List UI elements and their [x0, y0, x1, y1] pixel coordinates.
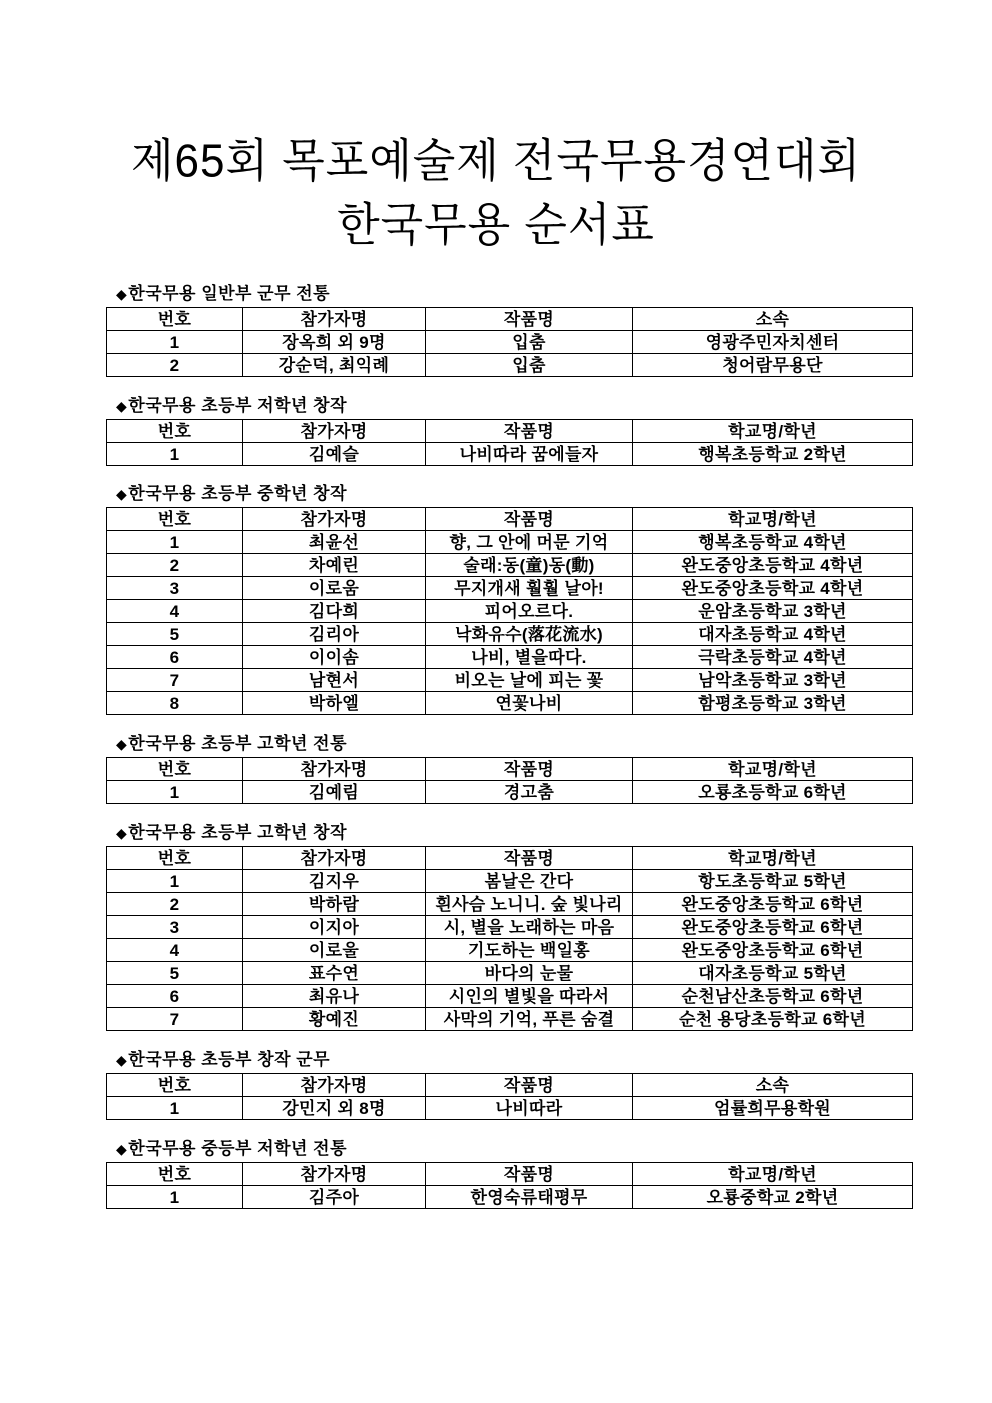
cell-work-title: 시인의 별빛을 따라서 — [426, 985, 633, 1008]
schedule-table — [106, 1073, 913, 1120]
cell-number: 4 — [107, 939, 243, 962]
cell-work-title: 기도하는 백일홍 — [426, 939, 633, 962]
column-header-affiliation: 학교명/학년 — [633, 1163, 913, 1186]
cell-participant: 김다희 — [243, 600, 426, 623]
section-heading — [116, 1139, 347, 1159]
cell-work-title: 비오는 날에 피는 꽃 — [426, 669, 633, 692]
cell-work-title: 경고춤 — [426, 781, 633, 804]
cell-number: 7 — [107, 1008, 243, 1031]
table-row — [107, 600, 913, 623]
cell-participant: 최유나 — [243, 985, 426, 1008]
table-row — [107, 331, 913, 354]
section-heading-text: 한국무용 초등부 창작 군무 — [128, 1050, 331, 1069]
schedule-section — [106, 1139, 912, 1209]
schedule-section — [106, 396, 912, 466]
table-row — [107, 354, 913, 377]
cell-number: 8 — [107, 692, 243, 715]
table-row — [107, 623, 913, 646]
column-header-participant: 참가자명 — [243, 847, 426, 870]
column-header-participant: 참가자명 — [243, 1163, 426, 1186]
cell-participant: 황예진 — [243, 1008, 426, 1031]
column-header-participant: 참가자명 — [243, 508, 426, 531]
table-row — [107, 916, 913, 939]
section-heading — [116, 823, 347, 843]
column-header-work-title: 작품명 — [426, 847, 633, 870]
cell-affiliation: 행복초등학교 4학년 — [633, 531, 913, 554]
cell-work-title: 나비따라 꿈에들자 — [426, 443, 633, 466]
section-heading — [116, 396, 347, 416]
column-header-number: 번호 — [107, 1074, 243, 1097]
column-header-work-title: 작품명 — [426, 1163, 633, 1186]
cell-affiliation: 완도중앙초등학교 6학년 — [633, 893, 913, 916]
cell-affiliation: 청어람무용단 — [633, 354, 913, 377]
cell-participant: 김리아 — [243, 623, 426, 646]
section-heading — [116, 284, 330, 304]
cell-participant: 장옥희 외 9명 — [243, 331, 426, 354]
cell-number: 4 — [107, 600, 243, 623]
cell-number: 1 — [107, 1186, 243, 1209]
section-heading-text: 한국무용 일반부 군무 전통 — [128, 284, 331, 303]
cell-number: 2 — [107, 893, 243, 916]
table-row — [107, 531, 913, 554]
cell-affiliation: 순천남산초등학교 6학년 — [633, 985, 913, 1008]
table-row — [107, 1097, 913, 1120]
cell-work-title: 봄날은 간다 — [426, 870, 633, 893]
column-header-work-title: 작품명 — [426, 1074, 633, 1097]
document-title: 제65회 목포예술제 전국무용경연대회 — [131, 135, 861, 188]
schedule-section — [106, 823, 912, 1031]
cell-work-title: 입춤 — [426, 331, 633, 354]
cell-participant: 남현서 — [243, 669, 426, 692]
cell-affiliation: 운암초등학교 3학년 — [633, 600, 913, 623]
cell-affiliation: 완도중앙초등학교 6학년 — [633, 939, 913, 962]
cell-participant: 표수연 — [243, 962, 426, 985]
cell-affiliation: 남악초등학교 3학년 — [633, 669, 913, 692]
cell-affiliation: 대자초등학교 5학년 — [633, 962, 913, 985]
schedule-section — [106, 284, 912, 377]
cell-work-title: 사막의 기억, 푸른 숨결 — [426, 1008, 633, 1031]
cell-number: 6 — [107, 646, 243, 669]
schedule-table — [106, 757, 913, 804]
diamond-bullet-icon: ◆ — [116, 1141, 128, 1157]
cell-number: 3 — [107, 577, 243, 600]
cell-affiliation: 오룡초등학교 6학년 — [633, 781, 913, 804]
cell-participant: 강순덕, 최익례 — [243, 354, 426, 377]
cell-affiliation: 오룡중학교 2학년 — [633, 1186, 913, 1209]
cell-number: 1 — [107, 1097, 243, 1120]
cell-work-title: 향, 그 안에 머문 기억 — [426, 531, 633, 554]
table-row — [107, 646, 913, 669]
cell-participant: 김예슬 — [243, 443, 426, 466]
cell-work-title: 나비따라 — [426, 1097, 633, 1120]
cell-number: 1 — [107, 531, 243, 554]
section-heading — [116, 734, 347, 754]
section-heading-text: 한국무용 초등부 고학년 창작 — [128, 823, 348, 842]
table-header-row — [107, 847, 913, 870]
table-header-row — [107, 1074, 913, 1097]
column-header-number: 번호 — [107, 1163, 243, 1186]
diamond-bullet-icon: ◆ — [116, 736, 128, 752]
cell-affiliation: 항도초등학교 5학년 — [633, 870, 913, 893]
schedule-table — [106, 419, 913, 466]
section-heading-text: 한국무용 중등부 저학년 전통 — [128, 1139, 348, 1158]
cell-work-title: 연꽃나비 — [426, 692, 633, 715]
schedule-section — [106, 484, 912, 715]
column-header-affiliation: 학교명/학년 — [633, 847, 913, 870]
section-heading-text: 한국무용 초등부 저학년 창작 — [128, 396, 348, 415]
column-header-participant: 참가자명 — [243, 1074, 426, 1097]
diamond-bullet-icon: ◆ — [116, 398, 128, 414]
cell-number: 5 — [107, 962, 243, 985]
cell-number: 6 — [107, 985, 243, 1008]
cell-affiliation: 행복초등학교 2학년 — [633, 443, 913, 466]
column-header-affiliation: 소속 — [633, 1074, 913, 1097]
cell-participant: 이로움 — [243, 577, 426, 600]
section-heading-text: 한국무용 초등부 중학년 창작 — [128, 484, 348, 503]
cell-number: 3 — [107, 916, 243, 939]
cell-participant: 차예린 — [243, 554, 426, 577]
cell-number: 2 — [107, 354, 243, 377]
table-header-row — [107, 508, 913, 531]
table-row — [107, 962, 913, 985]
schedule-table — [106, 307, 913, 377]
cell-number: 1 — [107, 870, 243, 893]
column-header-number: 번호 — [107, 508, 243, 531]
cell-participant: 박하엘 — [243, 692, 426, 715]
cell-number: 2 — [107, 554, 243, 577]
table-row — [107, 692, 913, 715]
cell-affiliation: 영광주민자치센터 — [633, 331, 913, 354]
table-row — [107, 1186, 913, 1209]
table-header-row — [107, 308, 913, 331]
cell-affiliation: 엄률희무용학원 — [633, 1097, 913, 1120]
table-row — [107, 554, 913, 577]
cell-affiliation: 완도중앙초등학교 4학년 — [633, 577, 913, 600]
table-row — [107, 669, 913, 692]
cell-affiliation: 완도중앙초등학교 4학년 — [633, 554, 913, 577]
cell-participant: 최윤선 — [243, 531, 426, 554]
table-row — [107, 939, 913, 962]
column-header-number: 번호 — [107, 308, 243, 331]
column-header-affiliation: 소속 — [633, 308, 913, 331]
document-subtitle: 한국무용 순서표 — [337, 199, 655, 252]
schedule-section — [106, 734, 912, 804]
cell-work-title: 낙화유수(落花流水) — [426, 623, 633, 646]
cell-affiliation: 대자초등학교 4학년 — [633, 623, 913, 646]
column-header-participant: 참가자명 — [243, 308, 426, 331]
column-header-number: 번호 — [107, 847, 243, 870]
cell-participant: 김지우 — [243, 870, 426, 893]
cell-participant: 김주아 — [243, 1186, 426, 1209]
cell-number: 1 — [107, 331, 243, 354]
table-row — [107, 1008, 913, 1031]
diamond-bullet-icon: ◆ — [116, 1052, 128, 1068]
section-heading — [116, 484, 347, 504]
cell-affiliation: 극락초등학교 4학년 — [633, 646, 913, 669]
table-row — [107, 781, 913, 804]
column-header-work-title: 작품명 — [426, 420, 633, 443]
column-header-work-title: 작품명 — [426, 758, 633, 781]
table-row — [107, 443, 913, 466]
cell-affiliation: 완도중앙초등학교 6학년 — [633, 916, 913, 939]
cell-participant: 김예림 — [243, 781, 426, 804]
column-header-work-title: 작품명 — [426, 508, 633, 531]
cell-participant: 박하람 — [243, 893, 426, 916]
table-row — [107, 893, 913, 916]
cell-number: 1 — [107, 781, 243, 804]
table-row — [107, 577, 913, 600]
cell-participant: 이로울 — [243, 939, 426, 962]
schedule-table — [106, 846, 913, 1031]
cell-work-title: 무지개새 훨훨 날아! — [426, 577, 633, 600]
schedule-table — [106, 1162, 913, 1209]
cell-work-title: 한영숙류태평무 — [426, 1186, 633, 1209]
cell-participant: 이지아 — [243, 916, 426, 939]
cell-work-title: 입춤 — [426, 354, 633, 377]
cell-participant: 이이솜 — [243, 646, 426, 669]
cell-work-title: 술래:동(童)동(動) — [426, 554, 633, 577]
diamond-bullet-icon: ◆ — [116, 486, 128, 502]
diamond-bullet-icon: ◆ — [116, 825, 128, 841]
column-header-participant: 참가자명 — [243, 758, 426, 781]
table-row — [107, 870, 913, 893]
table-row — [107, 985, 913, 1008]
schedule-section — [106, 1050, 912, 1120]
table-header-row — [107, 420, 913, 443]
cell-affiliation: 순천 용당초등학교 6학년 — [633, 1008, 913, 1031]
cell-number: 7 — [107, 669, 243, 692]
schedule-table — [106, 507, 913, 715]
cell-participant: 강민지 외 8명 — [243, 1097, 426, 1120]
cell-work-title: 바다의 눈물 — [426, 962, 633, 985]
table-header-row — [107, 758, 913, 781]
section-heading-text: 한국무용 초등부 고학년 전통 — [128, 734, 348, 753]
column-header-participant: 참가자명 — [243, 420, 426, 443]
cell-work-title: 나비, 별을따다. — [426, 646, 633, 669]
column-header-number: 번호 — [107, 420, 243, 443]
cell-number: 1 — [107, 443, 243, 466]
cell-affiliation: 함평초등학교 3학년 — [633, 692, 913, 715]
cell-work-title: 시, 별을 노래하는 마음 — [426, 916, 633, 939]
column-header-affiliation: 학교명/학년 — [633, 420, 913, 443]
column-header-affiliation: 학교명/학년 — [633, 508, 913, 531]
table-header-row — [107, 1163, 913, 1186]
column-header-number: 번호 — [107, 758, 243, 781]
column-header-affiliation: 학교명/학년 — [633, 758, 913, 781]
diamond-bullet-icon: ◆ — [116, 286, 128, 302]
section-heading — [116, 1050, 330, 1070]
column-header-work-title: 작품명 — [426, 308, 633, 331]
cell-number: 5 — [107, 623, 243, 646]
cell-work-title: 흰사슴 노니니. 숲 빛나리 — [426, 893, 633, 916]
cell-work-title: 피어오르다. — [426, 600, 633, 623]
